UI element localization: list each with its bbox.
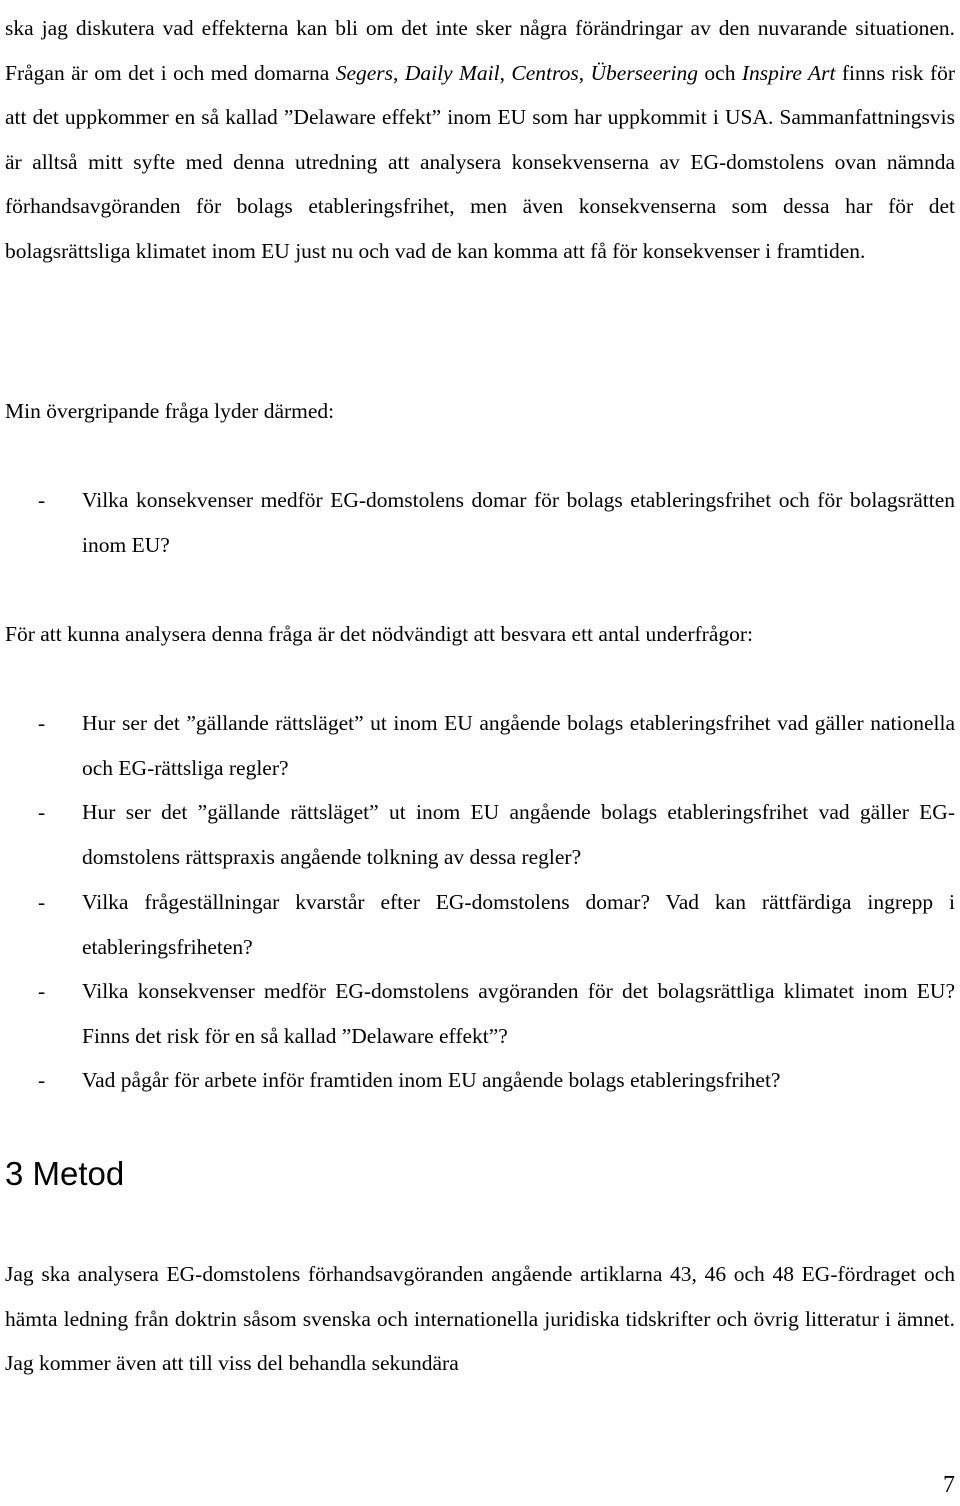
list-dash: - [38, 711, 46, 735]
case-name-segers: Segers [335, 60, 394, 85]
paragraph-method: Jag ska analysera EG-domstolens förhandsavgöranden angående artiklarna 43, 46 och 48 EG-fördraget och hämta ledning från doktrin såsom svenska och internationella juridiska tidskrifter och övrig litteratur i ämnet. Jag kommer även att till viss del behandla sekundära [5, 1262, 955, 1375]
sub-question-item-5 [5, 1058, 955, 1103]
paragraph-main-question-intro: Min övergripande fråga lyder därmed: [5, 399, 335, 423]
paragraph-purpose [5, 6, 955, 273]
sub-question-item-1 [5, 701, 955, 790]
list-dash: - [38, 979, 46, 1003]
section-heading: 3 Metod [5, 1155, 125, 1192]
paragraph-text: ska jag diskutera vad effekterna kan bli om det inte sker några förändringar av den nuvarande situationen. Frågan är om det i och med domarna [5, 16, 955, 85]
separator: , [393, 60, 405, 85]
sub-question-item-2 [5, 790, 955, 879]
case-name-daily-mail: Daily Mail [404, 60, 500, 85]
paragraph-subquestions-intro: För att kunna analysera denna fråga är det nödvändigt att besvara ett antal underfrågor: [5, 622, 754, 646]
sub-question-item-4 [5, 969, 955, 1058]
list-dash: - [38, 1068, 46, 1092]
sub-question-item-3 [5, 880, 955, 969]
case-name-centros: Centros [511, 60, 579, 85]
case-name-inspire-art: Inspire Art [741, 60, 836, 85]
list-dash: - [38, 890, 46, 914]
case-name-uberseering: Überseering [590, 60, 698, 85]
list-dash: - [38, 800, 46, 824]
list-item-text: Vad pågår för arbete inför framtiden inom EU angående bolags etableringsfrihet? [82, 1068, 781, 1092]
main-question-item [5, 478, 955, 567]
page-number: 7 [943, 1472, 955, 1498]
separator: , [499, 60, 512, 85]
separator: , [578, 60, 591, 85]
separator: och [697, 60, 742, 85]
list-item-text: Hur ser det ”gällande rättsläget” ut inom EU angående bolags etableringsfrihet vad gäller EG-domstolens rättspraxis angående tolkning av dessa regler? [82, 800, 955, 869]
list-item-text: Vilka frågeställningar kvarstår efter EG-domstolens domar? Vad kan rättfärdiga ingrepp i etableringsfriheten? [82, 890, 955, 959]
list-item-text: Vilka konsekvenser medför EG-domstolens avgöranden för det bolagsrättliga klimatet inom EU? Finns det risk för en så kallad ”Delaware effekt”? [82, 979, 955, 1048]
list-item-text: Hur ser det ”gällande rättsläget” ut inom EU angående bolags etableringsfrihet vad gäller nationella och EG-rättsliga regler? [82, 711, 955, 780]
list-dash: - [38, 488, 46, 512]
paragraph-text: finns risk för att det uppkommer en så kallad ”Delaware effekt” inom EU som har uppkommit i USA. Sammanfattningsvis är alltså mitt syfte med denna utredning att analysera konsekvenserna av EG-domstolens ovan nämnda förhandsavgöranden för bolags etableringsfrihet, men även konsekvenserna som dessa har för det bolagsrättsliga klimatet inom EU just nu och vad de kan komma att få för konsekvenser i framtiden. [5, 60, 956, 263]
list-item-text: Vilka konsekvenser medför EG-domstolens domar för bolags etableringsfrihet och för bolagsrätten inom EU? [82, 488, 955, 557]
